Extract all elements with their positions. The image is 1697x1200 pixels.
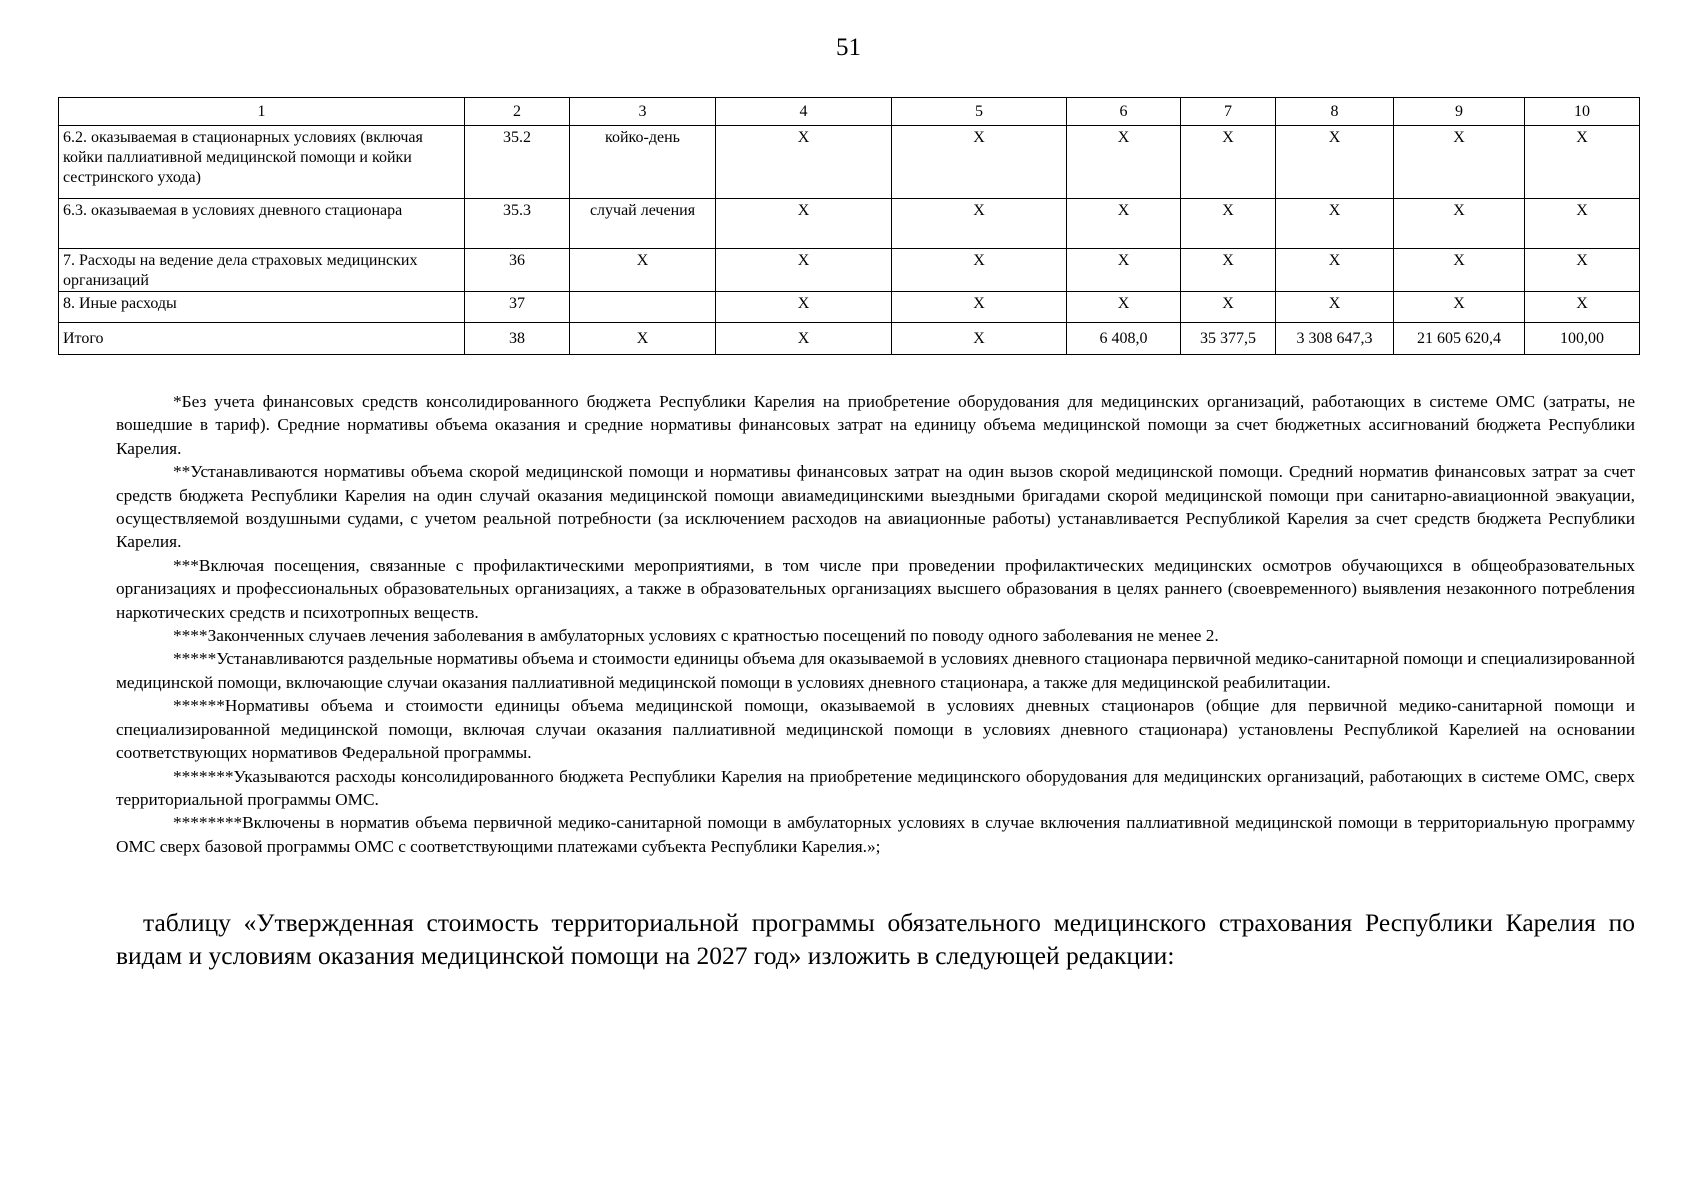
footnote-6: ******Нормативы объема и стоимости единицы объема медицинской помощи, оказываемой в условиях дневных стационаров (общие для первичной медико-санитарной помощи и специализированной медицинской помощи, включая случаи оказания паллиативной медицинской помощи в условиях дневного стационара) установлены Республикой Карелией на основании соответствующих нормативов Федеральной программы. <box>116 696 1635 763</box>
footnote-8: ********Включены в норматив объема первичной медико-санитарной помощи в амбулаторных условиях в случае включения паллиативной медицинской помощи в территориальную программу ОМС сверх базовой программы ОМС с соответствующими платежами субъекта Республики Карелия.»; <box>116 813 1635 856</box>
closing-paragraph: таблицу «Утвержденная стоимость территориальной программы обязательного медицинского страхования Республики Карелия по видам и условиям оказания медицинской помощи на 2027 год» изложить в следующей редакции: <box>116 908 1635 970</box>
table-cell: X <box>892 292 1067 323</box>
row-code: 36 <box>465 249 570 292</box>
column-number: 2 <box>465 98 570 126</box>
table-cell: X <box>1067 249 1181 292</box>
table-cell: X <box>716 249 892 292</box>
page-number: 51 <box>836 34 861 61</box>
table-cell: 3 308 647,3 <box>1276 323 1394 355</box>
footnote-2: **Устанавливаются нормативы объема скорой медицинской помощи и нормативы финансовых затрат на один вызов скорой медицинской помощи. Средний норматив финансовых затрат за счет средств бюджета Республики Карелия на один случай оказания медицинской помощи авиамедицинскими выездными бригадами скорой медицинской помощи при санитарно-авиационной эвакуации, осуществляемой воздушными судами, с учетом реальной потребности (за исключением расходов на авиационные работы) устанавливается Республикой Карелия за счет средств бюджета Республики Карелия. <box>116 462 1635 552</box>
table-cell: X <box>716 292 892 323</box>
column-number: 5 <box>892 98 1067 126</box>
table-cell: X <box>1525 199 1640 249</box>
row-unit: X <box>570 249 716 292</box>
table-cell: X <box>1394 292 1525 323</box>
column-number: 6 <box>1067 98 1181 126</box>
table-cell: X <box>716 199 892 249</box>
table-cell: X <box>716 126 892 199</box>
footnote-3: ***Включая посещения, связанные с профилактическими мероприятиями, в том числе при проведении профилактических медицинских осмотров обучающихся в общеобразовательных организациях и профессиональных образовательных организациях, а также в образовательных организациях высшего образования в целях раннего (своевременного) выявления незаконного потребления наркотических средств и психотропных веществ. <box>116 555 1635 622</box>
table-cell: X <box>1067 199 1181 249</box>
table-cell: X <box>892 126 1067 199</box>
row-code: 37 <box>465 292 570 323</box>
table-cell: X <box>1394 126 1525 199</box>
table-cell: X <box>1067 292 1181 323</box>
table-cell: X <box>1276 292 1394 323</box>
table-cell: 21 605 620,4 <box>1394 323 1525 355</box>
row-unit <box>570 292 716 323</box>
row-code: 38 <box>465 323 570 355</box>
table-cell: X <box>892 249 1067 292</box>
table-row <box>59 292 1640 323</box>
table-cell: X <box>892 199 1067 249</box>
table-cell: X <box>1394 249 1525 292</box>
table-cell: X <box>1276 249 1394 292</box>
table-cell: X <box>1067 126 1181 199</box>
row-unit: койко-день <box>570 126 716 199</box>
row-name: 6.2. оказываемая в стационарных условиях (включая койки паллиативной медицинской помощи и койки сестринского ухода) <box>59 126 465 199</box>
table-cell: 100,00 <box>1525 323 1640 355</box>
table-cell: X <box>1181 249 1276 292</box>
row-name: 6.3. оказываемая в условиях дневного стационара <box>59 199 465 249</box>
row-name: 7. Расходы на ведение дела страховых медицинских организаций <box>59 249 465 292</box>
table-cell: X <box>1276 126 1394 199</box>
column-number: 9 <box>1394 98 1525 126</box>
footnote-1: *Без учета финансовых средств консолидированного бюджета Республики Карелия на приобретение оборудования для медицинских организаций, работающих в системе ОМС (затраты, не вошедшие в тариф). Средние нормативы объема оказания и средние нормативы финансовых затрат на единицу объема медицинской помощи за счет бюджетных ассигнований бюджета Республики Карелия. <box>116 392 1635 458</box>
column-number-row <box>59 98 1640 126</box>
column-number: 7 <box>1181 98 1276 126</box>
table-cell: X <box>892 323 1067 355</box>
row-code: 35.2 <box>465 126 570 199</box>
cost-table <box>58 97 1640 355</box>
table-cell: X <box>1181 199 1276 249</box>
table-cell: X <box>1181 292 1276 323</box>
footnotes <box>116 390 1635 858</box>
row-unit: X <box>570 323 716 355</box>
table-cell: X <box>716 323 892 355</box>
column-number: 10 <box>1525 98 1640 126</box>
column-number: 4 <box>716 98 892 126</box>
footnote-4: ****Законченных случаев лечения заболевания в амбулаторных условиях с кратностью посещений по поводу одного заболевания не менее 2. <box>173 626 1219 646</box>
table-cell: 35 377,5 <box>1181 323 1276 355</box>
table-cell: X <box>1181 126 1276 199</box>
row-unit: случай лечения <box>570 199 716 249</box>
column-number: 1 <box>59 98 465 126</box>
table-cell: 6 408,0 <box>1067 323 1181 355</box>
table-row <box>59 126 1640 199</box>
row-name: 8. Иные расходы <box>59 292 465 323</box>
table-cell: X <box>1525 249 1640 292</box>
table-row <box>59 199 1640 249</box>
table-cell: X <box>1525 126 1640 199</box>
table-cell: X <box>1525 292 1640 323</box>
column-number: 8 <box>1276 98 1394 126</box>
total-row <box>59 323 1640 355</box>
footnote-5: *****Устанавливаются раздельные нормативы объема и стоимости единицы объема для оказываемой в условиях дневного стационара первичной медико-санитарной помощи и специализированной медицинской помощи, включающие случаи оказания паллиативной медицинской помощи в условиях дневного стационара, а также для медицинской реабилитации. <box>116 649 1635 692</box>
row-name: Итого <box>59 323 465 355</box>
column-number: 3 <box>570 98 716 126</box>
row-code: 35.3 <box>465 199 570 249</box>
footnote-7: *******Указываются расходы консолидированного бюджета Республики Карелия на приобретение медицинского оборудования для медицинских организаций, работающих в системе ОМС, сверх территориальной программы ОМС. <box>116 766 1635 809</box>
table-row <box>59 249 1640 292</box>
table-cell: X <box>1276 199 1394 249</box>
table-cell: X <box>1394 199 1525 249</box>
